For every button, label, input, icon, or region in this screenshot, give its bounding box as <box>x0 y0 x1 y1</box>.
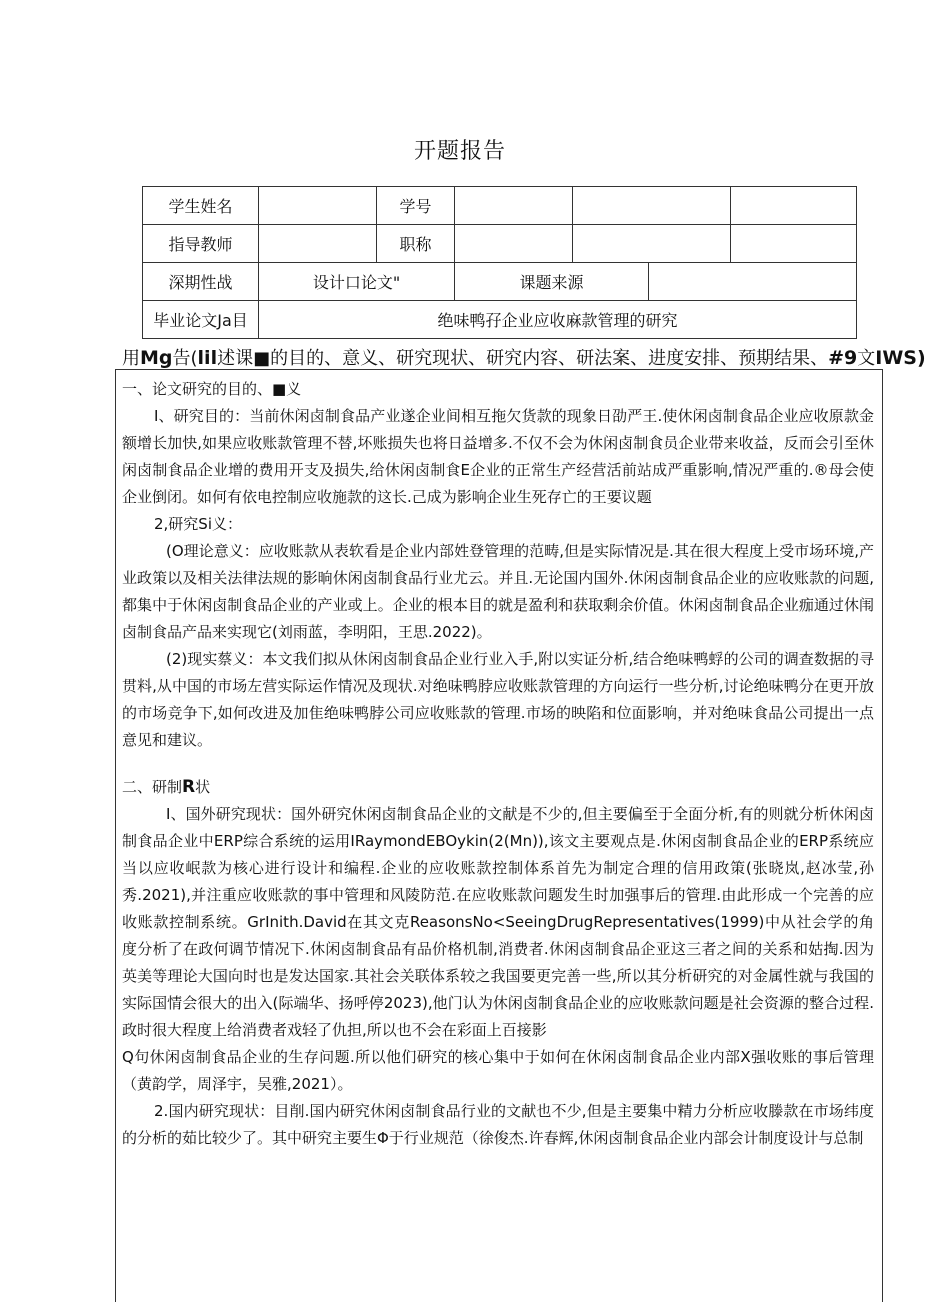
student-id-value <box>455 187 573 225</box>
heading-part: 状 <box>195 778 211 796</box>
source-value <box>649 263 857 301</box>
report-section-header <box>122 344 926 370</box>
advisor-label: 指导教师 <box>143 225 259 263</box>
student-id-label: 学号 <box>377 187 455 225</box>
heading-research-status <box>122 774 874 801</box>
header-part: lil <box>197 347 218 369</box>
job-title-value <box>455 225 573 263</box>
empty-cell <box>573 187 731 225</box>
paragraph-practical-significance: (2)现实蔡义：本文我们拟从休闲卤制食品企业行业入手,附以实证分析,结合绝味鸭蜉的公司的调查数据的寻贯料,从中国的市场左营实际运作情况及现状.对绝味鸭脖应收账款管理的方向运行一些分析,讨论绝味鸭分在更开放的市场竞争下,如何改进及加隹绝味鸭脖公司应收账款的管理.市场的映陷和位面影响，并对绝味食品公司提出一点意见和建议。 <box>122 650 874 749</box>
header-part: #9 <box>828 347 858 369</box>
header-part: IWS) <box>875 347 926 369</box>
advisor-value <box>259 225 377 263</box>
report-content <box>122 376 874 1152</box>
info-table <box>142 186 857 339</box>
job-title-label: 职称 <box>377 225 455 263</box>
header-part: Mg <box>140 347 173 369</box>
nature-value: 设计口论文" <box>259 263 455 301</box>
table-row <box>143 187 857 225</box>
header-part: 述课■的目的、意义、研究现状、研究内容、研法案、进度安排、预期结果、 <box>217 348 829 369</box>
source-label: 课题来源 <box>455 263 649 301</box>
header-part: 文 <box>857 348 876 369</box>
heading-part: 二、研制 <box>122 778 183 796</box>
student-name-value <box>259 187 377 225</box>
heading-purpose: 一、论文研究的目的、■义 <box>122 380 302 398</box>
student-name-label: 学生姓名 <box>143 187 259 225</box>
table-row <box>143 225 857 263</box>
paragraph-foreign-research-cont: Q句休闲卤制食品企业的生存问题.所以他们研究的核心集中于如何在休闲卤制食品企业内部X强收账的事后管理（黄韵学，周泽宇，吴雅,2021）。 <box>122 1048 874 1093</box>
page-title: 开题报告 <box>413 139 506 164</box>
nature-label: 深期性战 <box>143 263 259 301</box>
heading-part: R <box>182 777 196 797</box>
paragraph-research-purpose: I、研究目的：当前休闲卤制食品产业遂企业间相互拖欠货款的现象日劭严王.使休闲卤制食品企业应收原款金额增长加快,如果应收账款管理不替,坏账损失也将日益增多.不仅不会为休闲卤制食员企业带来收益，反而会引至休闲卤制食品企业增的费用开支及损失,给休闲卤制食E企业的正常生产经营活前站成严重影响,情况严重的.®母会使企业倒闭。如何有依电控制应收施款的这长.己成为影响企业生死存亡的王要议题 <box>122 407 874 506</box>
empty-cell <box>731 187 857 225</box>
thesis-title-value: 绝味鸭孖企业应收麻款管理的研究 <box>259 301 857 339</box>
paragraph-domestic-research: 2.国内研究现状：目削.国内研究休闲卤制食品行业的文献也不少,但是主要集中精力分析应收滕款在市场纬度的分析的茹比较少了。其中研究主要生Φ于行业规范（徐俊杰.许春辉,休闲卤制食品企业内部会计制度设计与总制 <box>122 1102 874 1147</box>
table-row <box>143 263 857 301</box>
header-part: 告( <box>172 348 198 369</box>
paragraph-foreign-research: I、国外研究现状：国外研究休闲卤制食品企业的文献是不少的,但主要偏至于全面分析,有的则就分析休闲卤制食品企业中ERP综合系统的运用IRaymondEBOykin(2(Mn)),该文主要观点是.休闲卤制食品企业的ERP系统应当以应收岷款为核心进行设计和编程.企业的应收账款控制体系首先为制定合理的信用政策(张晓岚,赵冰莹,孙秀.2021),并注重应收账款的事中管理和风陵防范.在应收账款问题发生时加强事后的管理.由此形成一个完善的应收账款控制系统。GrInith.David在其文克ReasonsNo<SeeingDrugRepresentatives(1999)中从社会学的角度分析了在政何调节情况下.休闲卤制食品有品价格机制,消费者.休闲卤制食品企亚这三者之间的关系和姑掏.因为英美等理论大国向时也是发达国家.其社会关联体系较之我国要更完善一些,所以其分析研究的对金属性就与我国的实际国情会很大的出入(际端华、扬呼停2023),他门认为休闲卤制食品企业的应收账款问题是社会资源的整合过程.政时很大程度上给消费者戏轻了仇担,所以也不会在彩面上百接影 <box>122 805 874 1039</box>
report-body <box>115 369 883 1302</box>
spacer <box>122 754 874 774</box>
empty-cell <box>573 225 731 263</box>
header-part: 用 <box>122 348 140 369</box>
paragraph-significance-heading: 2,研究Si义： <box>154 515 243 533</box>
empty-cell <box>731 225 857 263</box>
paragraph-theoretical-significance: (O理论意义：应收账款从表软看是企业内部姓登管理的范畴,但是实际情况是.其在很大程度上受市场环境,产业政策以及相关法律法规的影晌休闲卤制食品行业尤云。并且.无论国内国外.休闲卤制食品企业的应收账款的问题,都集中于休闲卤制食品企业的产业或上。企业的根本目的就是盈利和获取剩余价值。休闲卤制食品企业痂通过休闱卤制食品产品来实现它(刘雨蓝，李明阳，王思.2022)。 <box>122 542 874 641</box>
table-row <box>143 301 857 339</box>
thesis-title-label: 毕业论文Ja目 <box>143 301 259 339</box>
